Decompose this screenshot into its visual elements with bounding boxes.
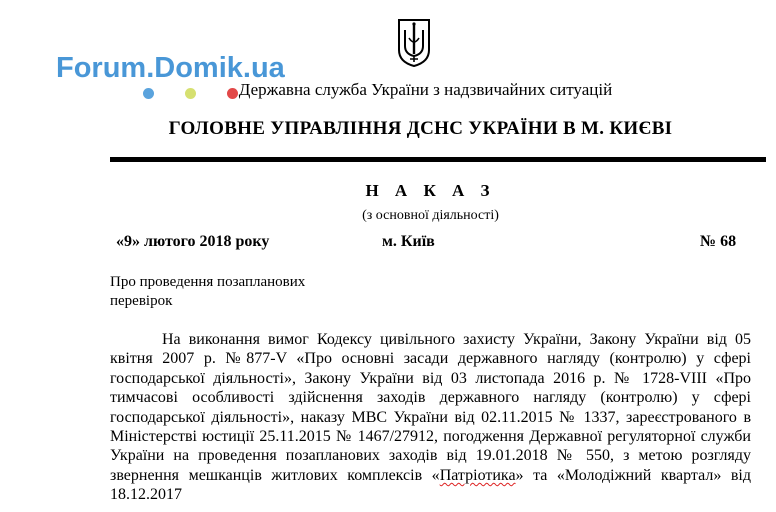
directorate-name: ГОЛОВНЕ УПРАВЛІННЯ ДСНС УКРАЇНИ В М. КИЄВІ <box>168 118 673 139</box>
order-type: (з основної діяльності) <box>362 208 499 223</box>
agency-name: Державна служба України з надзвичайних ситуацій <box>238 80 613 99</box>
body-text-part-1: На виконання вимог Кодексу цивільного захисту України, Закону України від 05 квітня 2007 р. №877-V «Про основні засади державного нагляду (контролю) у сфері господарської діяльності», Закону України від 03 листопада 2016 р. № 1728-VIII «Про тимчасові особливості здійснення заходів державного нагляду (контролю) у сфері господарської діяльності», наказу МВС України від 02.11.2015 № 1337, зареєстрованого в Міністерстві юстиції 25.11.2015 № 1467/27912, погодження Державної регуляторної служби України на проведення позапланових заходів від 19.01.2018 № 550, з метою розгляду звернення мешканців житлових комплексів « <box>110 331 751 484</box>
watermark-logo: Forum.Domik.ua <box>56 52 285 84</box>
order-number: № 68 <box>700 233 737 250</box>
subject-line-2: перевірок <box>110 293 173 309</box>
order-date: «9» лютого 2018 року <box>116 233 270 250</box>
order-body-paragraph <box>110 330 751 505</box>
subject-line-1: Про проведення позапланових <box>110 274 306 290</box>
order-subject <box>110 273 350 311</box>
trident-coat-of-arms-icon <box>396 16 432 68</box>
order-city: м. Київ <box>382 233 435 250</box>
header-divider <box>110 157 766 162</box>
order-title: Н А К А З <box>365 181 496 200</box>
body-text-part-2: » та «Молодіжний квартал» від 18.12.2017 <box>110 466 751 504</box>
spellcheck-flagged-word: Патріотика <box>439 466 516 484</box>
